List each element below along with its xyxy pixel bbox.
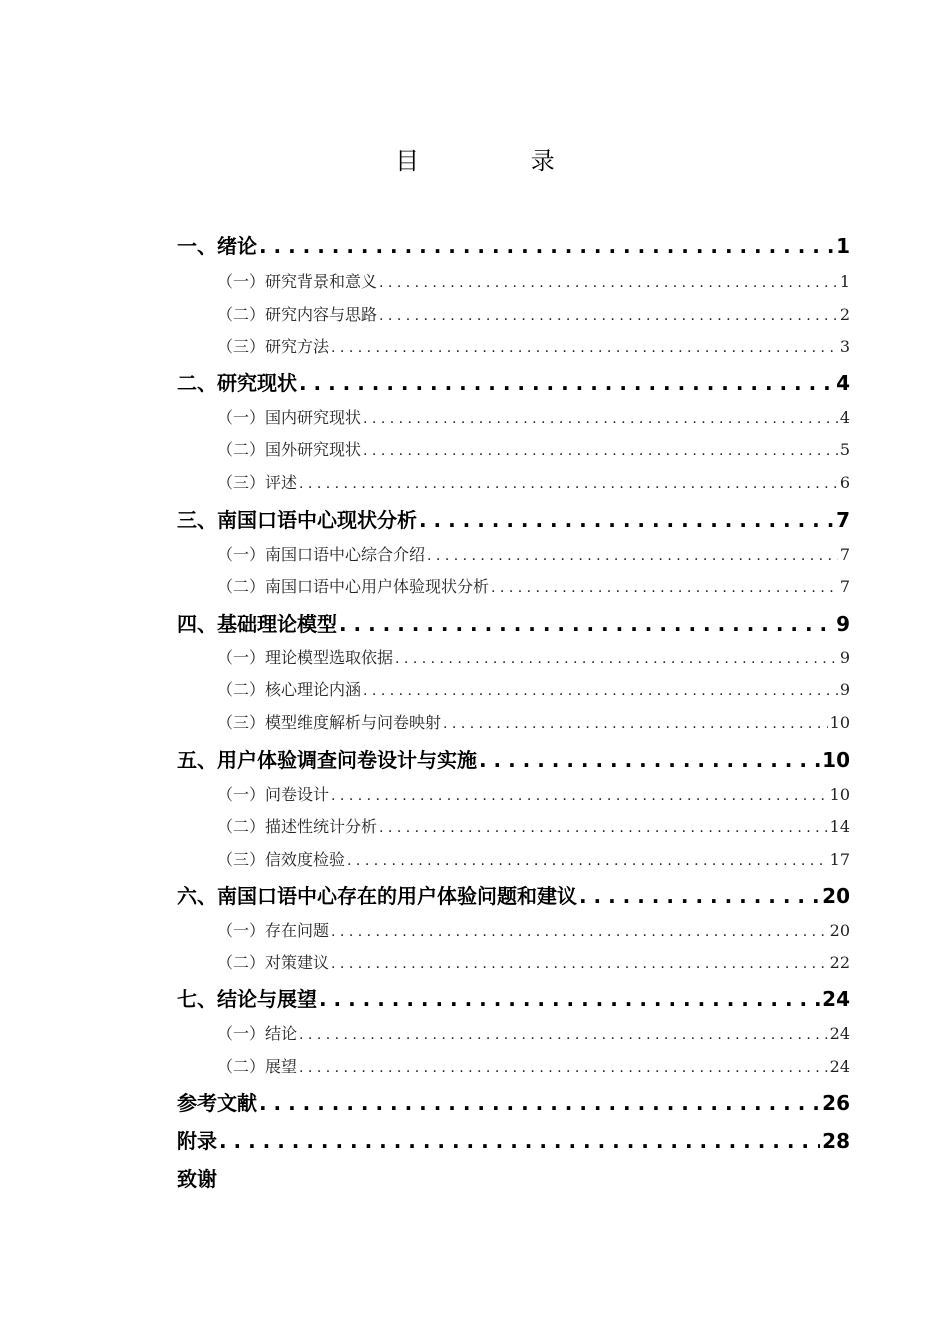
toc-page-number: 9 [836, 612, 850, 636]
toc-page-number: 6 [839, 473, 850, 492]
toc-section-entry [177, 919, 850, 943]
toc-page-number: 24 [829, 1057, 850, 1076]
toc-page-number: 7 [839, 545, 850, 564]
toc-entry-label: （二）展望 [217, 1057, 298, 1076]
toc-section-entry [177, 1055, 850, 1079]
toc-chapter-entry [177, 1089, 850, 1117]
toc-dot-leader [395, 646, 838, 671]
toc-chapter-entry [177, 232, 850, 260]
toc-entry-label: （三）模型维度解析与问卷映射 [217, 713, 442, 732]
toc-section-entry [177, 406, 850, 430]
toc-dot-leader [363, 678, 838, 703]
toc-entry-label: （一）问卷设计 [217, 785, 330, 804]
toc-chapter-entry [177, 506, 850, 534]
toc-dot-leader [379, 815, 828, 840]
toc-page-number: 24 [822, 987, 850, 1011]
toc-page-number: 9 [839, 680, 850, 699]
toc-dot-leader [259, 1089, 820, 1117]
toc-section-entry [177, 848, 850, 872]
toc-page-number: 20 [822, 884, 850, 908]
toc-section-entry [177, 471, 850, 495]
toc-page-number: 9 [839, 648, 850, 667]
toc-entry-label: （三）研究方法 [217, 337, 330, 356]
toc-page-number: 7 [836, 508, 850, 532]
toc-section-entry [177, 951, 850, 975]
page-title: 目 录 [395, 147, 607, 175]
toc-chapter-entry [177, 882, 850, 910]
toc-dot-leader [339, 610, 834, 638]
toc-page-number: 5 [839, 440, 850, 459]
toc-page-number: 20 [829, 921, 850, 940]
toc-section-entry [177, 270, 850, 294]
toc-chapter-entry [177, 1127, 850, 1155]
toc-entry-label: （二）国外研究现状 [217, 440, 362, 459]
toc-page-number: 1 [839, 272, 850, 291]
toc-entry-label: （一）理论模型选取依据 [217, 648, 394, 667]
toc-chapter-entry [177, 369, 850, 397]
toc-page-number: 4 [836, 371, 850, 395]
toc-dot-leader [379, 303, 838, 328]
toc-page-number: 1 [836, 234, 850, 258]
toc-page-number: 10 [822, 748, 850, 772]
toc-entry-label: （二）描述性统计分析 [217, 817, 378, 836]
toc-dot-leader [219, 1127, 820, 1155]
toc-dot-leader [419, 506, 834, 534]
toc-page-number: 2 [839, 305, 850, 324]
toc-entry-label: （二）研究内容与思路 [217, 305, 378, 324]
toc-dot-leader [319, 985, 820, 1013]
toc-section-entry [177, 711, 850, 735]
toc-dot-leader [491, 575, 838, 600]
toc-section-entry [177, 783, 850, 807]
toc-page-number: 17 [829, 850, 850, 869]
toc-dot-leader [331, 783, 828, 808]
toc-page-number: 3 [839, 337, 850, 356]
toc-section-entry [177, 438, 850, 462]
toc-page-number: 10 [829, 713, 850, 732]
toc-entry-label: （一）国内研究现状 [217, 408, 362, 427]
toc-entry-label: 三、南国口语中心现状分析 [177, 508, 417, 532]
toc-page-number: 14 [829, 817, 850, 836]
toc-entry-label: （一）研究背景和意义 [217, 272, 378, 291]
toc-entry-label: 附录 [177, 1129, 217, 1153]
toc-entry-label: （一）存在问题 [217, 921, 330, 940]
toc-dot-leader [331, 919, 828, 944]
toc-entry-label: （二）核心理论内涵 [217, 680, 362, 699]
toc-entry-label: 五、用户体验调查问卷设计与实施 [177, 748, 477, 772]
toc-section-entry [177, 543, 850, 567]
toc-dot-leader [579, 882, 820, 910]
toc-dot-leader [479, 746, 820, 774]
toc-section-entry [177, 303, 850, 327]
toc-section-entry [177, 575, 850, 599]
toc-entry-label: （一）结论 [217, 1024, 298, 1043]
toc-entry-label: 参考文献 [177, 1091, 257, 1115]
toc-section-entry [177, 1022, 850, 1046]
toc-page-number: 10 [829, 785, 850, 804]
toc-entry-label: （二）南国口语中心用户体验现状分析 [217, 577, 490, 596]
toc-entry-label: （三）信效度检验 [217, 850, 346, 869]
toc-dot-leader [363, 438, 838, 463]
toc-entry-label: 一、绪论 [177, 234, 257, 258]
toc-chapter-entry [177, 746, 850, 774]
toc-page-number: 24 [829, 1024, 850, 1043]
toc-dot-leader [331, 335, 838, 360]
toc-section-entry [177, 646, 850, 670]
toc-entry-label: 致谢 [177, 1167, 217, 1191]
toc-section-entry [177, 678, 850, 702]
toc-page-number: 4 [839, 408, 850, 427]
toc-dot-leader [427, 543, 838, 568]
toc-entry-label: 六、南国口语中心存在的用户体验问题和建议 [177, 884, 577, 908]
toc-dot-leader [443, 711, 828, 736]
toc-dot-leader [299, 1055, 828, 1080]
toc-dot-leader [347, 848, 828, 873]
toc-dot-leader [379, 270, 838, 295]
toc-chapter-entry [177, 985, 850, 1013]
toc-page-number: 26 [822, 1091, 850, 1115]
toc-dot-leader [259, 232, 834, 260]
toc-entry-label: 七、结论与展望 [177, 987, 317, 1011]
toc-page-number: 7 [839, 577, 850, 596]
toc-section-entry [177, 815, 850, 839]
toc-entry-label: （三）评述 [217, 473, 298, 492]
toc-entry-label: 二、研究现状 [177, 371, 297, 395]
toc-dot-leader [363, 406, 838, 431]
toc-entry-label: （二）对策建议 [217, 953, 330, 972]
toc-chapter-entry [177, 1165, 850, 1193]
toc-dot-leader [299, 1022, 828, 1047]
toc-entry-label: （一）南国口语中心综合介绍 [217, 545, 426, 564]
toc-page-number: 28 [822, 1129, 850, 1153]
toc-entry-label: 四、基础理论模型 [177, 612, 337, 636]
toc-section-entry [177, 335, 850, 359]
toc-page-number: 22 [829, 953, 850, 972]
toc-dot-leader [331, 951, 828, 976]
toc-dot-leader [299, 471, 838, 496]
toc-chapter-entry [177, 610, 850, 638]
toc-dot-leader [299, 369, 834, 397]
